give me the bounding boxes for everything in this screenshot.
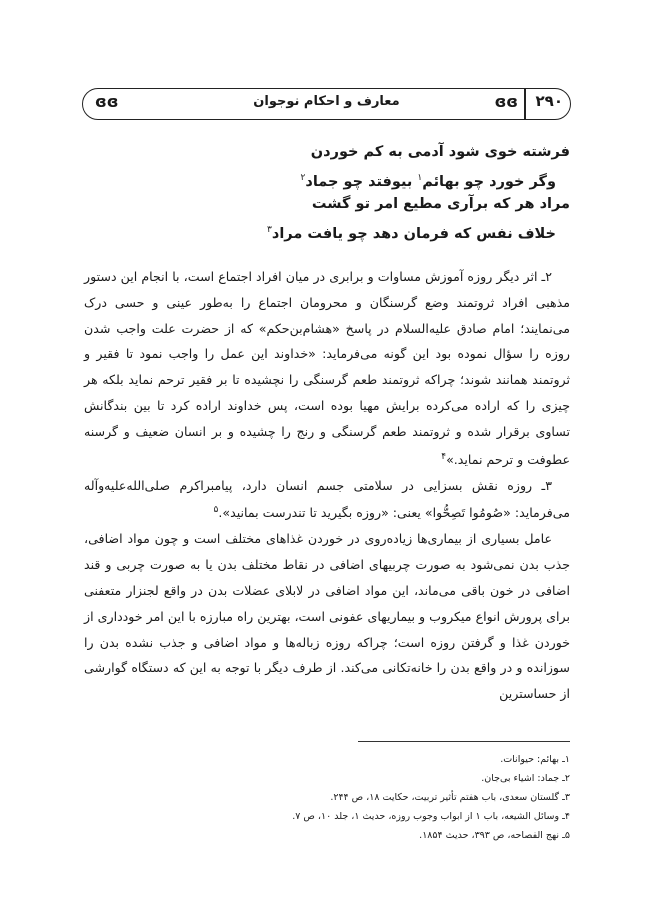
footnote-divider bbox=[358, 741, 570, 742]
running-header bbox=[82, 88, 571, 120]
footnote-ref[interactable]: ۳ bbox=[267, 225, 272, 235]
poem-line-text: مراد هر که برآری مطیع امر تو گشت bbox=[311, 196, 570, 212]
poem-line bbox=[84, 139, 570, 165]
footnote-ref[interactable]: ۲ bbox=[300, 173, 306, 183]
poem-line-text: بیوفتد چو جماد bbox=[305, 173, 418, 190]
paragraph bbox=[84, 473, 570, 527]
paragraph bbox=[84, 526, 570, 707]
footnotes bbox=[84, 750, 570, 845]
poem-line-text: وگر خورد چو بهائم bbox=[422, 173, 556, 190]
footnote-ref[interactable]: ۱ bbox=[417, 173, 423, 183]
footnote-item: ۱ـ بهائم: حیوانات. bbox=[500, 754, 570, 765]
paragraph bbox=[84, 264, 570, 473]
poem-line-text: خلاف نفس که فرمان دهد چو یافت مراد bbox=[271, 225, 556, 242]
poem-line-text: فرشته خوی شود آدمی به کم خوردن bbox=[310, 144, 570, 160]
footnote-ref[interactable]: ۵ bbox=[213, 505, 219, 516]
footnote-ref[interactable]: ۴ bbox=[441, 451, 447, 462]
footnote-item: ۴ـ وسائل الشیعه، باب ۱ از ابواب وجوب روزه، حدیث ۱، جلد ۱۰، ص ۷. bbox=[292, 811, 570, 822]
poem-line bbox=[84, 165, 570, 191]
paragraph-text: ۳ـ روزه نقش بسزایی در سلامتی جسم انسان دارد، پیامبراکرم صلی‌الله‌علیه‌وآله می‌فرماید: «صُومُوا تَصِحُّوا» یعنی: «روزه بگیرید تا تندرست بمانید». bbox=[84, 477, 570, 521]
body-text bbox=[84, 264, 570, 707]
ornament-left-icon: ɞɞ bbox=[95, 92, 119, 111]
footnote-item: ۳ـ گلستان سعدی، باب هفتم تأثیر تربیت، حکایت ۱۸، ص ۲۴۴. bbox=[330, 792, 570, 803]
page-number: ۲۹۰ bbox=[535, 92, 563, 110]
poem-line bbox=[84, 217, 570, 243]
ornament-right-icon: ɞɞ bbox=[494, 92, 518, 111]
paragraph-text: عامل بسیاری از بیماری‌ها زیاده‌روی در خوردن غذاهای مختلف است و چون مواد اضافی، جذب بدن نمی‌شود به صورت چربیهای اضافی در نقاط مختلف بدن یا به صورت چربی و قند اضافی در خون باقی می‌ماند، این مواد اضافی در لابلای عضلات بدن در واقع لجنزار متعفنی برای پرورش انواع میکروب و بیماریهای عفونی است، بهترین راه مبارزه با این امر خودداری از خوردن غذا و گرفتن روزه است؛ چراکه روزه زباله‌ها و مواد اضافی و جذب نشده بدن را سوزانده و در واقع بدن را خانه‌تکانی می‌کند. از طرف دیگر با توجه به این که دستگاه گوارشی از حساسترین bbox=[84, 531, 570, 702]
footnote-item: ۵ـ نهج الفصاحه، ص ۳۹۳، حدیث ۱۸۵۴. bbox=[419, 830, 570, 841]
paragraph-text: ۲ـ اثر دیگر روزه آموزش مساوات و برابری در میان افراد اجتماع است، با انجام این دستور مذهبی افراد ثروتمند وضع گرسنگان و محرومان اجتماع را به‌طور عینی و حسی درک می‌نمایند؛ امام صادق علیه‌السلام در پاسخ «هشام‌بن‌حکم» که از حضرت علت واجب شدن روزه را سؤال نموده بود این گونه می‌فرماید: «خداوند این عمل را واجب نمود تا فقیر و ثروتمند همانند شوند؛ چراکه ثروتمند طعم گرسنگی را نچشیده تا بر فقیر ترحم نماید بلکه هر چیزی را که اراده می‌کرده برایش مهیا بوده است، پس خداوند اراده کرد تا بین بندگانش تساوی برقرار شده و ثروتمند طعم گرسنگی و رنج را چشیده و بر انسان ضعیف و گرسنه عطوفت و ترحم نماید.» bbox=[84, 269, 570, 467]
footnote-item: ۲ـ جماد: اشیاء بی‌جان. bbox=[481, 773, 570, 784]
poem-line bbox=[84, 191, 570, 217]
poem-block bbox=[84, 139, 570, 243]
page-number-divider bbox=[524, 89, 526, 119]
header-title: معارف و احکام نوجوان bbox=[253, 94, 400, 109]
